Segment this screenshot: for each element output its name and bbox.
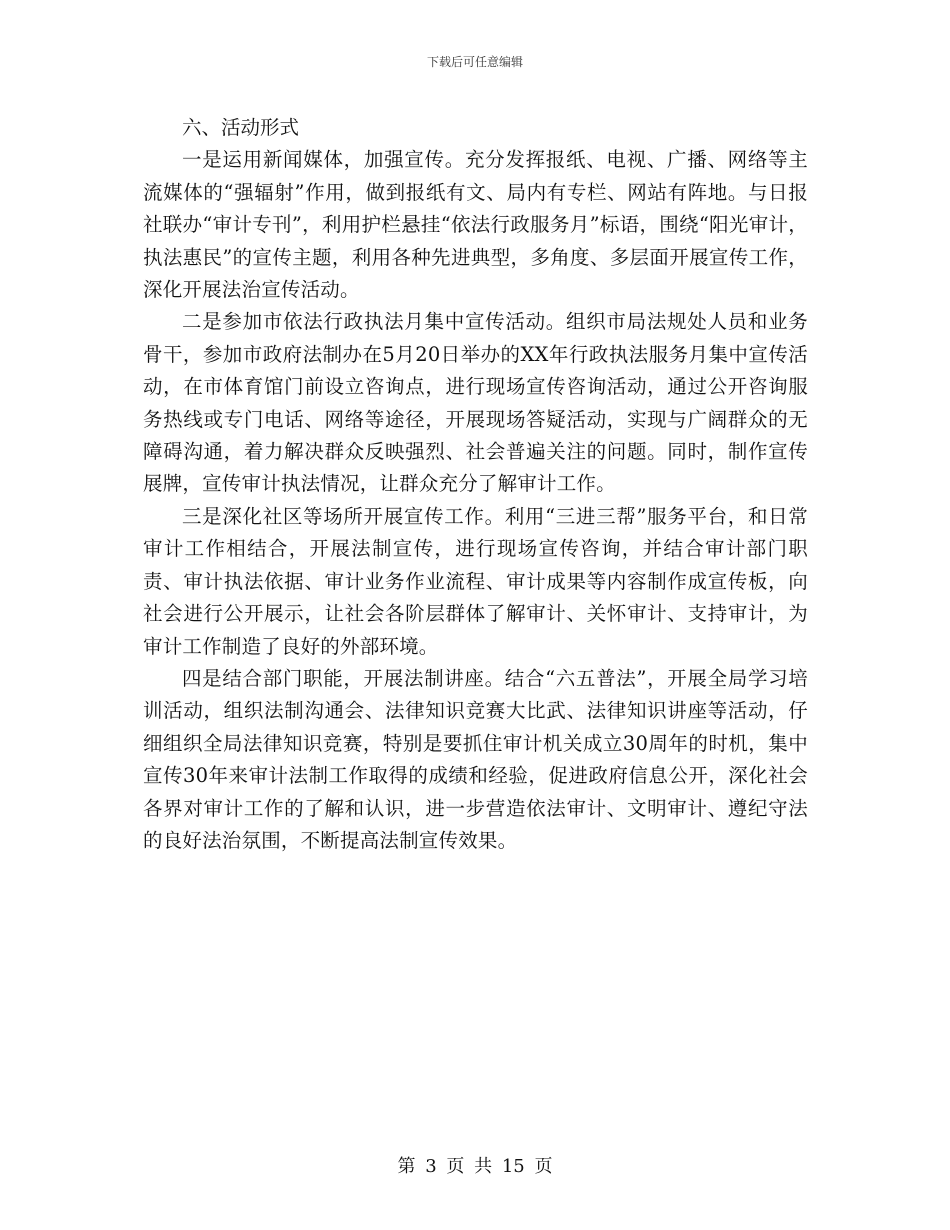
page-header-note: 下载后可任意编辑: [426, 55, 523, 69]
paragraph-4: 四是结合部门职能，开展法制讲座。结合“六五普法”，开展全局学习培训活动，组织法制沟通会、法律知识竞赛大比武、法律知识讲座等活动，仔细组织全局法律知识竞赛，特别是要抓住审计机关成立30周年的时机，集中宣传30年来审计法制工作取得的成绩和经验，促进政府信息公开，深化社会各界对审计工作的了解和认识，进一步营造依法审计、文明审计、遵纪守法的良好法治氛围，不断提高法制宣传效果。: [143, 666, 808, 852]
document-body: [143, 112, 808, 857]
page-number: 第 3 页 共 15 页: [397, 1156, 553, 1177]
paragraph-3: 三是深化社区等场所开展宣传工作。利用“三进三帮”服务平台，和日常审计工作相结合，开展法制宣传，进行现场宣传咨询，并结合审计部门职责、审计执法依据、审计业务作业流程、审计成果等内容制作成宣传板，向社会进行公开展示，让社会各阶层群体了解审计、关怀审计、支持审计，为审计工作制造了良好的外部环境。: [143, 504, 808, 658]
paragraph-1: 一是运用新闻媒体，加强宣传。充分发挥报纸、电视、广播、网络等主流媒体的“强辐射”作用，做到报纸有文、局内有专栏、网站有阵地。与日报社联办“审计专刊”，利用护栏悬挂“依法行政服务月”标语，围绕“阳光审计，执法惠民”的宣传主题，利用各种先进典型，多角度、多层面开展宣传工作，深化开展法治宣传活动。: [143, 148, 808, 302]
paragraph-2: 二是参加市依法行政执法月集中宣传活动。组织市局法规处人员和业务骨干，参加市政府法制办在5月20日举办的XX年行政执法服务月集中宣传活动，在市体育馆门前设立咨询点，进行现场宣传咨询活动，通过公开咨询服务热线或专门电话、网络等途径，开展现场答疑活动，实现与广阔群众的无障碍沟通，着力解决群众反映强烈、社会普遍关注的问题。同时，制作宣传展牌，宣传审计执法情况，让群众充分了解审计工作。: [143, 310, 808, 496]
section-title: 六、活动形式: [182, 116, 300, 139]
